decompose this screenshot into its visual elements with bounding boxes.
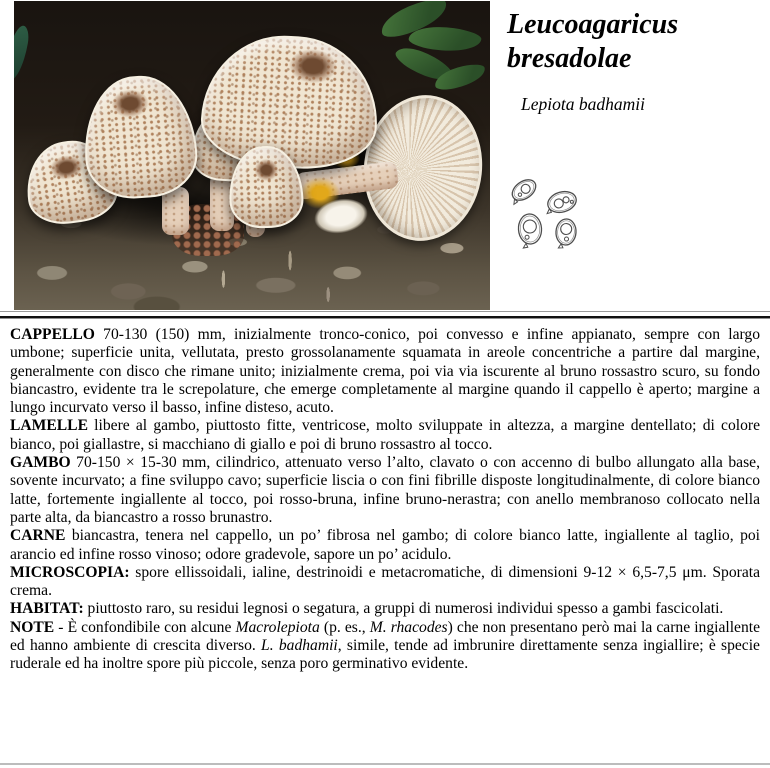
mushroom-photo [14,1,490,310]
title-line-1: Leucoagaricus [507,9,679,40]
section-lamelle: LAMELLE libere al gambo, piuttosto fitte, ventricose, molto sviluppate in altezza, a margine dentellato; di colore bianco, poi giallastre, si macchiano di giallo e poi di bruno rossastro al tocco. [10,417,760,453]
description [10,326,760,674]
mushroom-cap [80,72,200,202]
section-cappello: CAPPELLO 70-130 (150) mm, inizialmente tronco-conico, poi convesso e infine appianato, sempre con largo umbone; superficie unita, vellutata, presto grossolanamente squamata in areole concentriche a partire dal margine, generalmente con disco che rimane unito; inizialmente crema, poi via via iscurente al bruno rossastro scuro, su fondo biancastro, evidente tra le screpolature, che emerge completamente al margine quando il cappello è aperto; margine a lungo incurvato verso il basso, infine disteso, acuto. [10,326,760,417]
cap-umbo [49,154,85,182]
cap-umbo [111,88,150,119]
bottom-rule [0,763,770,765]
spore-illustration [499,171,599,256]
section-carne: CARNE biancastra, tenera nel cappello, un po’ fibrosa nel gambo; di colore bianco latte, ingiallente al taglio, poi arancio ed infine rosso vinoso; odore gradevole, sapore un po’ acidulo. [10,527,760,563]
mushroom-cap [199,31,382,172]
leaf-icon [14,24,31,82]
divider-shadow-line [0,318,770,319]
species-title [507,8,762,76]
section-note: NOTE - È confondibile con alcune Macrolepiota (p. es., M. rhacodes) che non presentano però mai la carne ingiallente ed hanno ambiente di crescita diverso. L. badhamii, simile, tende ad imbrunire direttamente senza ingiallire; è specie ruderale ed ha inoltre spore più piccole, senza poro germinativo evidente. [10,618,761,673]
cap-umbo [254,158,279,181]
photo-divider [0,311,770,319]
cap-umbo [288,48,338,84]
section-habitat: HABITAT: piuttosto raro, su residui legnosi o segatura, a gruppi di numerosi individui spesso a gambi fascicolati. [10,600,724,618]
section-microscopia: MICROSCOPIA: spore ellissoidali, ialine, destrinoidi e metacromatiche, di dimensioni 9-12 × 6,5-7,5 μm. Sporata crema. [10,563,760,600]
synonym-label: Lepiota badhamii [521,94,645,114]
title-line-2: bresadolae [507,43,632,74]
section-gambo: GAMBO 70-150 × 15-30 mm, cilindrico, attenuato verso l’alto, clavato o con accenno di bulbo allungato alla base, sovente incurvato; a fine sviluppo cavo; superficie liscia o con fini fibrille disposte longitudinalmente, di colore bianco latte, fortemente ingiallente al tocco, poi rosso-bruna, infine bruno-nerastra; con anello membranoso collocato nella parte alta, da biancastro a rosso brunastro. [10,454,760,526]
